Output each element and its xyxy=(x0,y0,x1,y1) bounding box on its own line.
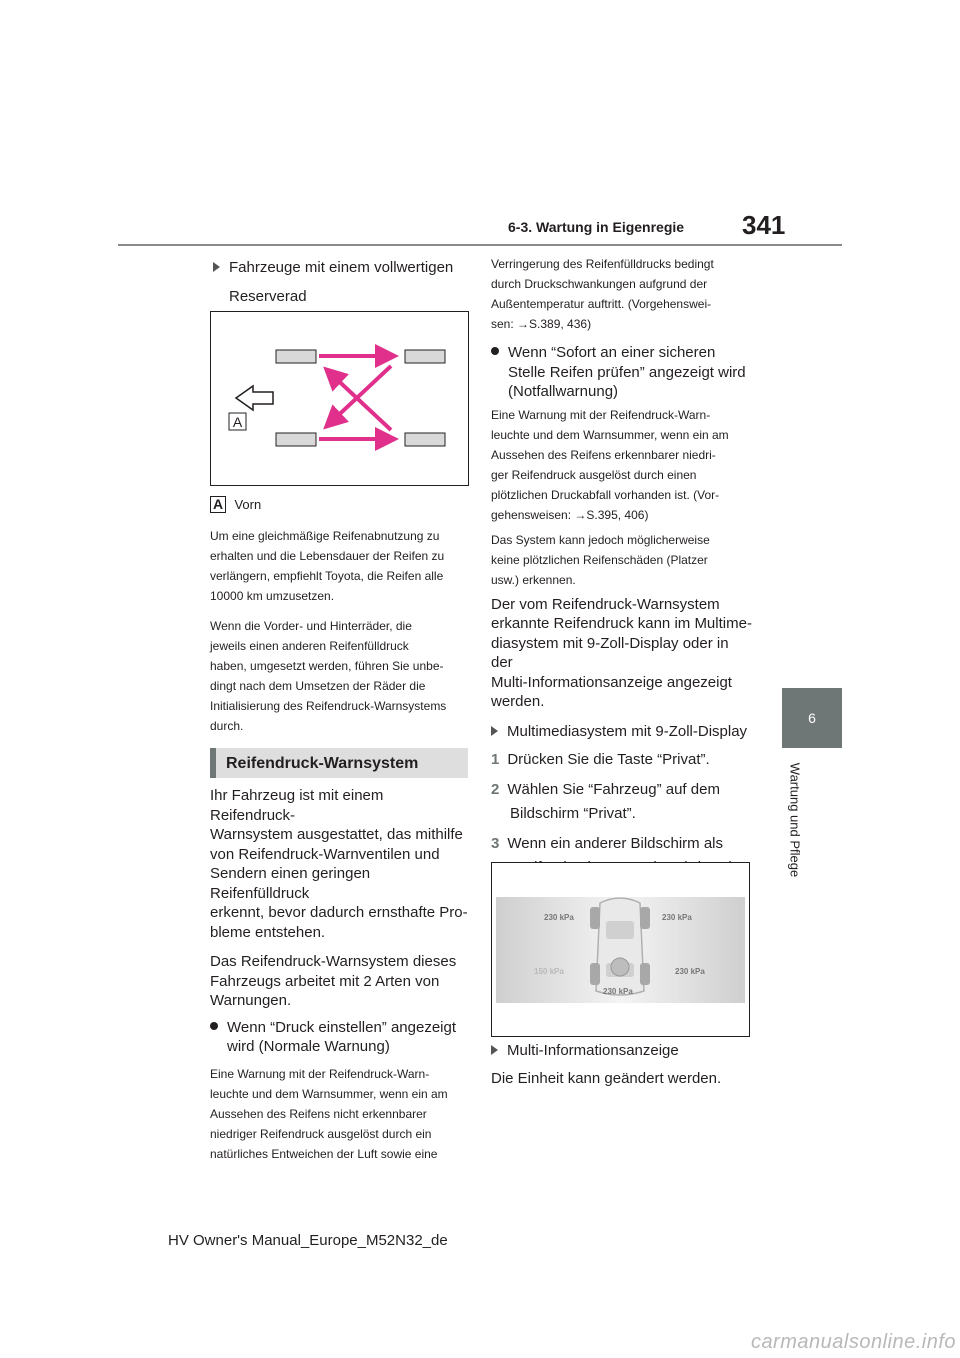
forward-arrow-icon xyxy=(236,386,273,410)
para-warning-types: Das Reifendruck-Warnsystem dieses Fahrzeugs arbeitet mit 2 Arten von Warnungen. xyxy=(210,953,457,1009)
tire-rear-left xyxy=(276,433,316,446)
bullet-dot-icon xyxy=(210,1022,218,1030)
bullet-emergency-warning: Wenn “Sofort an einer sicheren Stelle Reifen prüfen” angezeigt wird (Notfallwarnung) xyxy=(491,343,753,402)
triangle-bullet-icon xyxy=(213,262,220,272)
tire-pressure-screen-figure xyxy=(491,862,750,1037)
para-unit-change: Die Einheit kann geändert werden. xyxy=(491,1069,722,1087)
right-text-block-2 xyxy=(491,1041,753,1088)
header-divider xyxy=(118,244,842,246)
para-rotation-interval: Um eine gleichmäßige Reifenabnutzung zu erhalten und die Lebensdauer der Reifen zu verlängern, empfiehlt Toyota, die Reifen alle 10000 km umzusetzen. xyxy=(210,529,445,603)
chapter-side-label xyxy=(783,760,807,880)
para-emergency-desc: Eine Warnung mit der Reifendruck-Warn- leuchte und dem Warnsummer, wenn ein am Aussehen des Reifens erkennbarer niedri- ger Reifendruck ausgelöst durch einen plötzlichen Druckabfall vorhanden ist. (Vor- gehensweisen: →S.395, 406) xyxy=(491,407,729,522)
left-text-block xyxy=(210,526,472,736)
rear-right-pressure: 230 kPa xyxy=(675,967,705,976)
left-subheading xyxy=(213,256,469,308)
rotation-diagram xyxy=(211,312,468,485)
section-heading: 6-3. Wartung in Eigenregie xyxy=(508,219,685,235)
spare-pressure: 230 kPa xyxy=(603,987,633,996)
chapter-title: Wartung und Pflege xyxy=(787,762,803,878)
footer-manual-id: HV Owner's Manual_Europe_M52N32_de xyxy=(168,1232,448,1249)
section-title-bar: Reifendruck-Warnsystem xyxy=(210,748,468,778)
para-initialization: Wenn die Vorder- und Hinterräder, die jeweils einen anderen Reifenfülldruck haben, umgesetzt werden, führen Sie unbe- dingt nach dem Umsetzen der Räder die Initialisierung des Reifendruck-Warnsystems durch. xyxy=(210,619,447,733)
tire-front-right xyxy=(405,350,445,363)
tire-rear-right xyxy=(405,433,445,446)
legend-letter: A xyxy=(210,496,226,513)
triangle-bullet-icon xyxy=(491,726,498,736)
subheading-multimedia: Multimediasystem mit 9-Zoll-Display xyxy=(491,722,753,742)
tire-front-left xyxy=(276,350,316,363)
rear-left-pressure: 150 kPa xyxy=(534,967,564,976)
legend-text: Vorn xyxy=(234,497,262,513)
figure-label: A xyxy=(232,414,243,430)
tire-pressure-screen xyxy=(492,863,749,1036)
left-text-block-2 xyxy=(210,786,472,1164)
para-continued: Verringerung des Reifenfülldrucks bedingt durch Druckschwankungen aufgrund der Außentemperatur auftritt. (Vorgehenswei- sen: →S.389, 436) xyxy=(491,257,714,331)
bullet-dot-icon xyxy=(491,347,499,355)
para-system-intro: Ihr Fahrzeug ist mit einem Reifendruck- Warnsystem ausgestattet, das mithilfe von Reifendruck-Warnventilen und Sendern einen geringen Reifenfülldruck erkennt, bevor dadurch ernsthafte Pro- bleme entstehen. xyxy=(210,787,468,941)
subheading-line-2: Reserverad xyxy=(229,288,307,305)
triangle-bullet-icon xyxy=(491,1045,498,1055)
subheading-multi-info: Multi-Informationsanzeige xyxy=(491,1041,753,1061)
chapter-tab: 6 xyxy=(782,688,842,748)
step-3: 3 Wenn ein anderer Bildschirm als xyxy=(491,835,723,852)
step-1: 1 Drücken Sie die Taste “Privat”. xyxy=(491,751,710,768)
step-2: 2 Wählen Sie “Fahrzeug” auf dem Bildschirm “Privat”. xyxy=(491,781,720,822)
car-top-view xyxy=(590,898,650,995)
tire-rotation-figure xyxy=(210,311,469,486)
para-limitation: Das System kann jedoch möglicherweise keine plötzlichen Reifenschäden (Platzer usw.) erkennen. xyxy=(491,532,710,587)
page-number: 341 xyxy=(742,210,786,240)
front-left-pressure: 230 kPa xyxy=(544,913,574,922)
para-display-info: Der vom Reifendruck-Warnsystem erkannte Reifendruck kann im Multime- diasystem mit 9-Zoll-Display oder in der Multi-Informationsanzeige angezeigt werden. xyxy=(491,595,752,710)
subheading-line-1: Fahrzeuge mit einem vollwertigen xyxy=(229,259,454,276)
rotation-arrows xyxy=(319,356,391,439)
watermark: carmanualsonline.info xyxy=(750,1331,956,1353)
bullet-normal-warning: Wenn “Druck einstellen” angezeigt wird (Normale Warnung) xyxy=(210,1018,472,1057)
right-text-block xyxy=(491,254,753,904)
front-right-pressure: 230 kPa xyxy=(662,913,692,922)
para-normal-warning-desc: Eine Warnung mit der Reifendruck-Warn- leuchte und dem Warnsummer, wenn ein am Aussehen des Reifens nicht erkennbarer niedriger Reifendruck ausgelöst durch ein natürliches Entweichen der Luft sowie eine xyxy=(210,1066,448,1161)
legend xyxy=(210,496,261,514)
